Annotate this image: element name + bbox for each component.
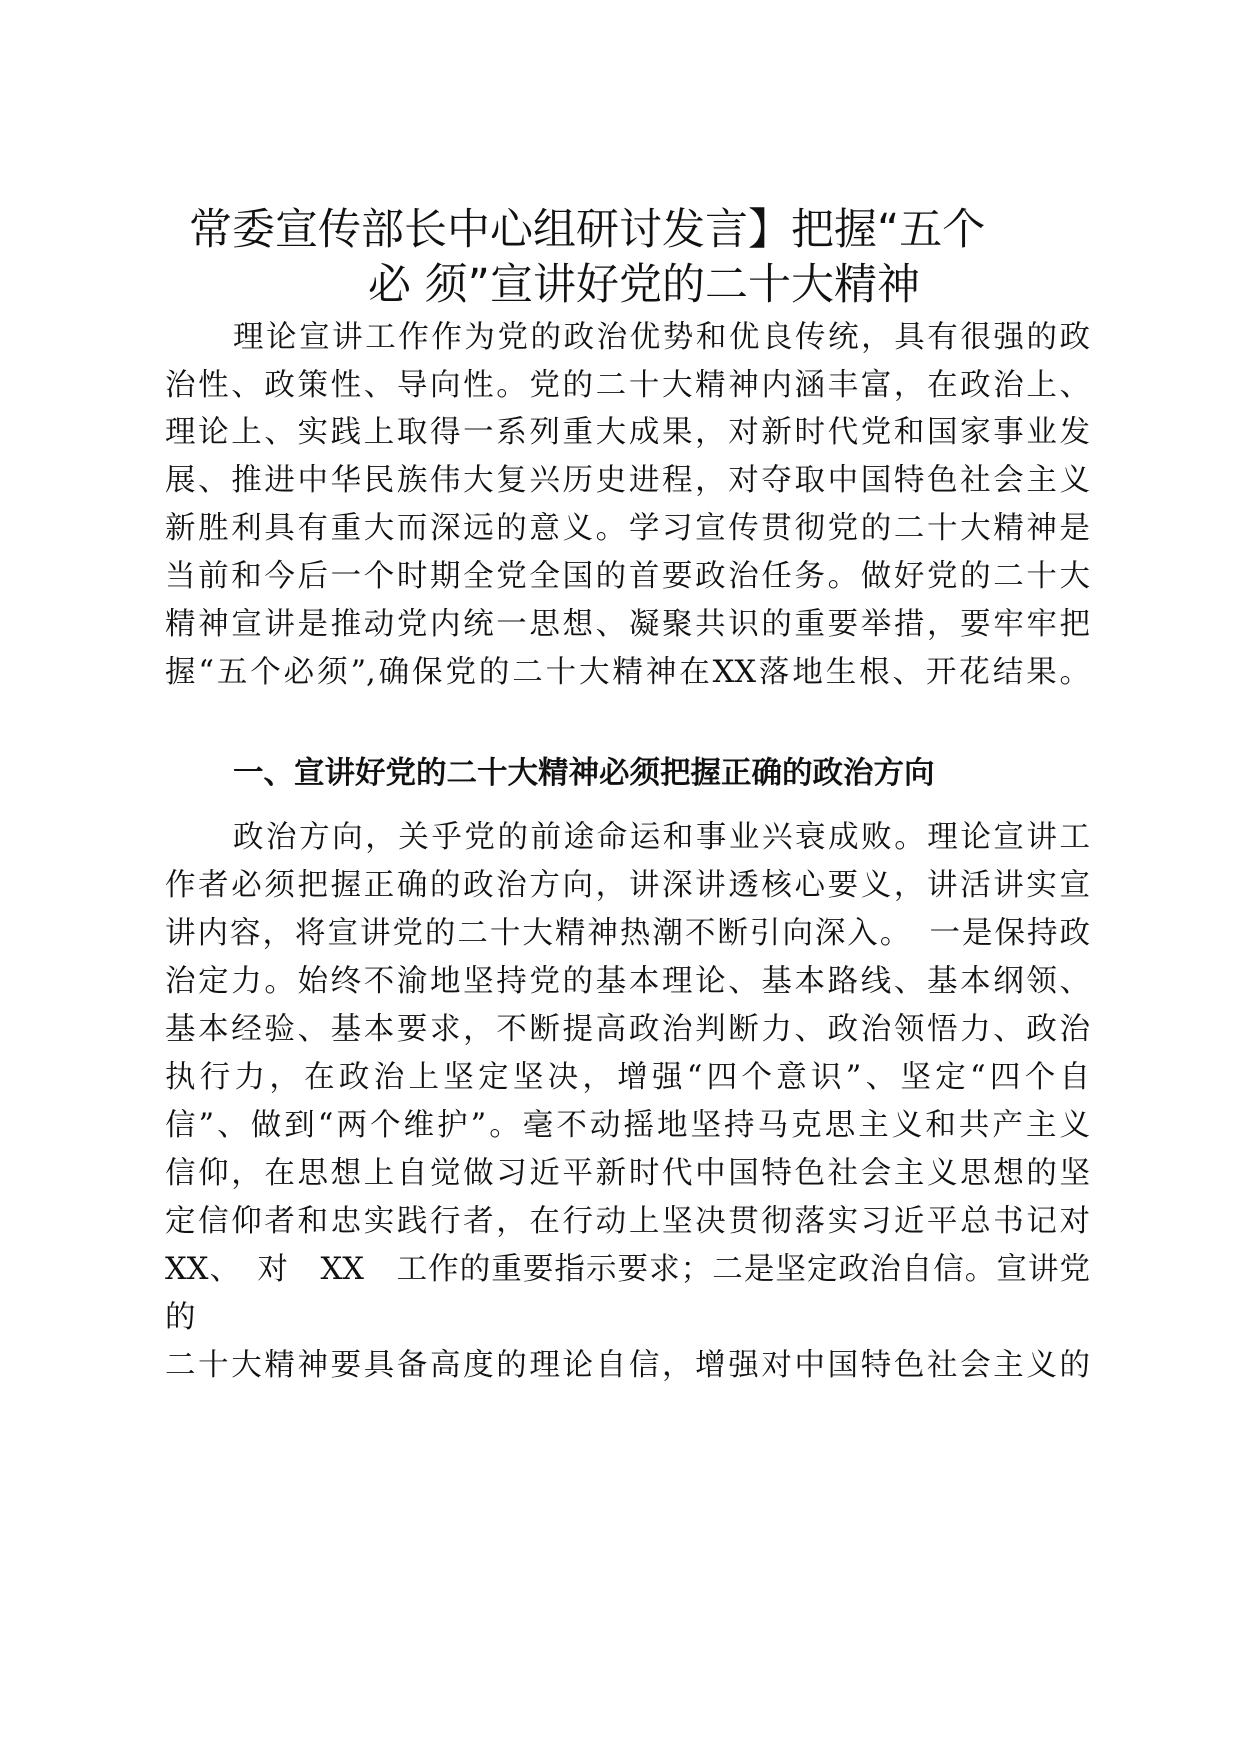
document-title-line-2: 必 须”宣讲好党的二十大精神 — [368, 260, 920, 310]
section-1-line-2: 作者必须把握正确的政治方向，讲深讲透核心要义，讲活讲实宣 — [165, 868, 1090, 903]
section-1-line-3: 讲内容，将宣讲党的二十大精神热潮不断引向深入。 一是保持政 — [165, 916, 1090, 951]
intro-line-8: 握“五个必须”,确保党的二十大精神在XX落地生根、开花结果。 — [165, 655, 1090, 690]
section-1-heading: 一、宣讲好党的二十大精神必须把握正确的政治方向 — [233, 756, 935, 791]
section-1-line-8: 信仰，在思想上自觉做习近平新时代中国特色社会主义思想的坚 — [165, 1156, 1090, 1191]
section-1-line-1: 政治方向，关乎党的前途命运和事业兴衰成败。理论宣讲工 — [233, 820, 1090, 855]
intro-line-1: 理论宣讲工作作为党的政治优势和优良传统，具有很强的政 — [233, 320, 1090, 355]
section-1-line-11: 的 — [165, 1300, 196, 1335]
section-1-line-9: 定信仰者和忠实践行者，在行动上坚决贯彻落实习近平总书记对 — [165, 1204, 1090, 1239]
intro-line-3: 理论上、实践上取得一系列重大成果，对新时代党和国家事业发 — [165, 415, 1090, 450]
section-1-line-5: 基本经验、基本要求，不断提高政治判断力、政治领悟力、政治 — [165, 1012, 1090, 1047]
intro-line-7: 精神宣讲是推动党内统一思想、凝聚共识的重要举措，要牢牢把 — [165, 607, 1090, 642]
intro-line-2: 治性、政策性、导向性。党的二十大精神内涵丰富，在政治上、 — [165, 368, 1090, 403]
intro-line-6: 当前和今后一个时期全党全国的首要政治任务。做好党的二十大 — [165, 559, 1090, 594]
section-1-line-6: 执行力，在政治上坚定坚决，增强“四个意识”、坚定“四个自 — [165, 1060, 1090, 1095]
section-1-line-12: 二十大精神要具备高度的理论自信，增强对中国特色社会主义的 — [165, 1348, 1090, 1383]
section-1-line-7: 信”、做到“两个维护”。毫不动摇地坚持马克思主义和共产主义 — [165, 1108, 1090, 1143]
intro-line-4: 展、推进中华民族伟大复兴历史进程，对夺取中国特色社会主义 — [165, 463, 1090, 498]
section-1-line-4: 治定力。始终不渝地坚持党的基本理论、基本路线、基本纲领、 — [165, 964, 1090, 999]
document-title-line-1: 常委宣传部长中心组研讨发言】把握“五个 — [189, 205, 986, 255]
intro-line-5: 新胜利具有重大而深远的意义。学习宣传贯彻党的二十大精神是 — [165, 511, 1090, 546]
section-1-line-10: XX、 对 XX 工作的重要指示要求；二是坚定政治自信。宣讲党 — [165, 1252, 1090, 1287]
